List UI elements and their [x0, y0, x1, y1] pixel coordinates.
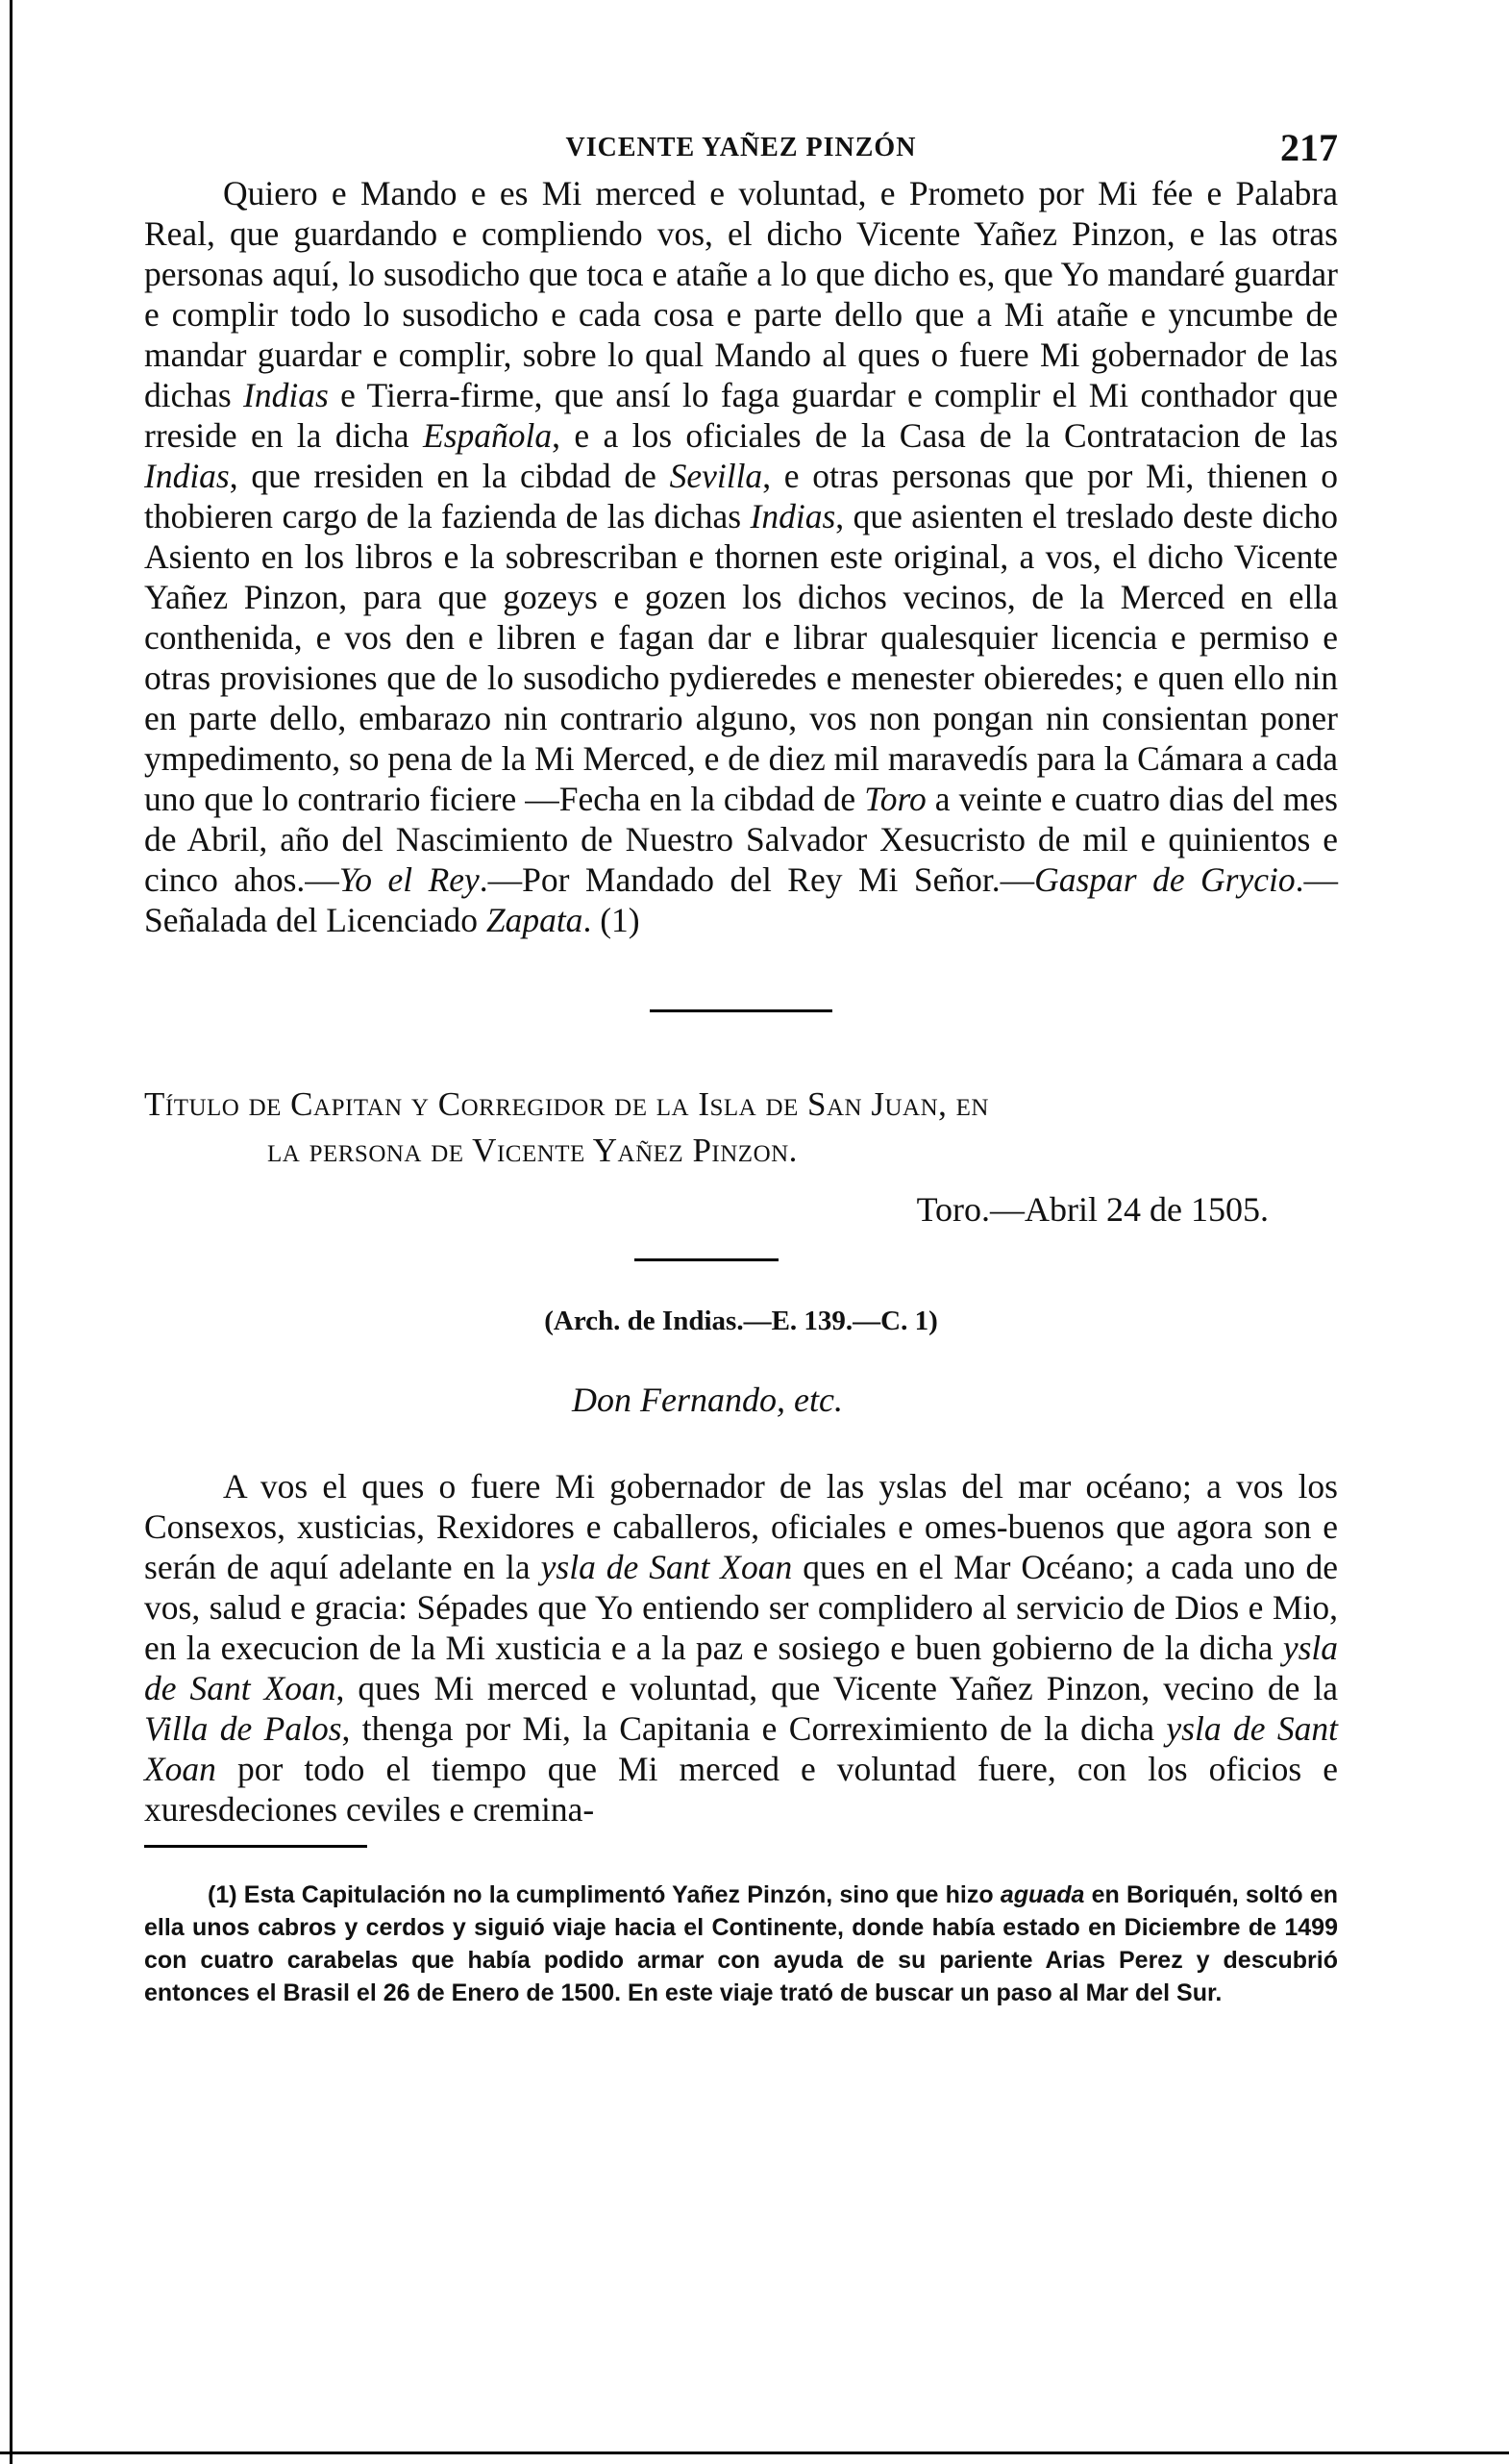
archive-reference: (Arch. de Indias.—E. 139.—C. 1) [544, 1306, 938, 1336]
salutation-text: Don Fernando, etc. [572, 1381, 843, 1419]
text-run: e Tierra-firme, que ansí lo faga guardar e complir el Mi conthador que rreside en la dicha [144, 376, 1338, 455]
italic-run: aguada [1000, 1881, 1085, 1908]
book-page [144, 125, 1338, 2009]
italic-run: Española [423, 416, 553, 455]
running-title: VICENTE YAÑEZ PINZÓN [565, 133, 917, 162]
text-run: (1) Esta Capitulación no la cumplimentó Yañez Pinzón, sino que hizo [208, 1881, 1001, 1908]
text-run: , que rresiden en la cibdad de [229, 457, 670, 495]
text-run: a veinte e cuatro dias del mes de Abril, año del Nascimiento de Nuestro Salvador Xesucristo de mil e quinientos e cinco ahos.— [144, 780, 1338, 899]
italic-run: Indias [144, 457, 230, 495]
scan-border-bottom [0, 2452, 1509, 2454]
page-number: 217 [1280, 126, 1338, 169]
footnote-divider [144, 1845, 367, 1848]
body-paragraph [144, 173, 1338, 940]
italic-run: Villa de Palos [144, 1709, 342, 1748]
text-run: en Boriquén, soltó en ella unos cabros y cerdos y siguió viaje hacia el Continente, donde había estado en Diciembre de 1499 con cuatro carabelas que había podido armar con ayuda de su pariente Arias Perez y descubrió entonces el Brasil el 26 de Enero de 1500. En este viaje trató de buscar un paso al Mar del Sur. [144, 1881, 1338, 2006]
text-run: , que asienten el treslado deste dicho Asiento en los libros e la sobrescriban e thornen este original, a vos, el dicho Vicente Yañez Pinzon, para que gozeys e gozen los dichos vecinos, de la Merced en ella conthenida, e vos den e libren e fagan dar e librar qualesquier licencia e permiso e otras provisiones que de lo susodicho pydieredes e menester obieredes; e quen ello nin en parte dello, embarazo nin contrario alguno, vos non pongan nin consientan poner ympedimento, so pena de la Mi Merced, e de diez mil maravedís para la Cámara a cada uno que lo contrario ficiere —Fecha en la cibdad de [144, 497, 1339, 818]
italic-run: ysla de Sant Xoan [540, 1548, 793, 1586]
text-run: ques en el Mar Océano; a cada uno de vos, salud e gracia: Sépades que Yo entiendo ser complidero al servicio de Dios e Mio, en la execucion de la Mi xusticia e a la paz e sosiego e buen gobierno de la dicha [144, 1548, 1338, 1667]
italic-run: Indias [750, 497, 836, 535]
section-title-line: Título de Capitan y Corregidor de la Isla de San Juan, en [144, 1085, 989, 1123]
italic-run: Zapata [485, 901, 583, 939]
text-run: A vos el ques o fuere Mi gobernador de las yslas del mar océano; a vos los Consexos, xusticias, Rexidores e caballeros, oficiales e omes-buenos que agora son e serán de aquí adelante en la [144, 1467, 1338, 1586]
body-paragraph [144, 1466, 1338, 1829]
italic-run: Toro [864, 780, 927, 818]
italic-run: Yo el Rey [338, 860, 480, 899]
text-run: .—Por Mandado del Rey Mi Señor.— [479, 860, 1035, 899]
main-text [144, 173, 1338, 940]
section-title [144, 1082, 1338, 1174]
section-title-line: la persona de Vicente Yañez Pinzon. [267, 1132, 798, 1169]
scan-border-left [10, 0, 12, 2464]
footnote [144, 1879, 1338, 2009]
text-run: , ques Mi merced e voluntad, que Vicente Yañez Pinzon, vecino de la [335, 1669, 1338, 1707]
date-line: Toro.—Abril 24 de 1505. [916, 1190, 1269, 1229]
italic-run: Sevilla [669, 457, 763, 495]
italic-run: ysla de Sant Xoan [144, 1629, 1338, 1707]
short-divider [634, 1258, 779, 1261]
text-run: , e a los oficiales de la Casa de la Contratacion de las [552, 416, 1339, 455]
page-header [144, 125, 1338, 173]
salutation [144, 1380, 1338, 1420]
text-run: Quiero e Mando e es Mi merced e voluntad, e Prometo por Mi fée e Palabra Real, que guardando e compliendo vos, el dicho Vicente Yañez Pinzon, e las otras personas aquí, lo susodicho que toca e atañe a lo que dicho es, que Yo mandaré guardar e complir todo lo susodicho e cada cosa e parte dello que a Mi atañe e yncumbe de mandar guardar e complir, sobre lo qual Mando al ques o fuere Mi gobernador de las dichas [144, 174, 1338, 414]
italic-run: Indias [243, 376, 329, 414]
section-divider [650, 1009, 832, 1012]
text-run: , thenga por Mi, la Capitania e Correximiento de la dicha [341, 1709, 1167, 1748]
italic-run: Gaspar de Grycio [1034, 860, 1296, 899]
italic-run: ysla de Sant Xoan [144, 1709, 1338, 1788]
text-run: . (1) [582, 901, 640, 939]
text-run: , e otras personas que por Mi, thienen o thobieren cargo de la fazienda de las dichas [144, 457, 1338, 535]
main-text-2 [144, 1466, 1338, 1829]
text-run: por todo el tiempo que Mi merced e voluntad fuere, con los oficios e xuresdeciones ceviles e cremina- [144, 1750, 1338, 1829]
text-run: .—Señalada del Licenciado [144, 860, 1338, 939]
